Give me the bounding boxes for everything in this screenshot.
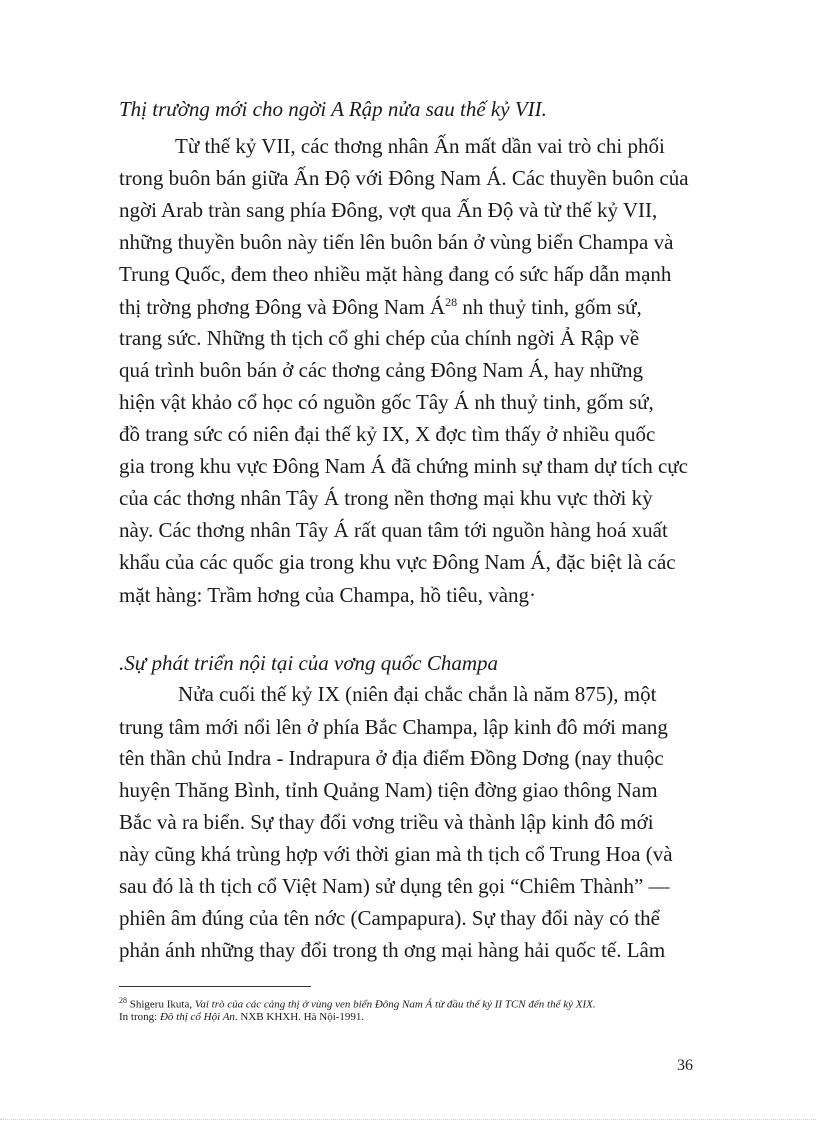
body-line-text-tail: nh thuỷ tinh, gốm sứ,	[457, 295, 642, 319]
body-line: của các thơng nhân Tây Á trong nền thơng mại khu vực thời kỳ	[119, 486, 653, 510]
section-heading-arab-market: Thị trường mới cho ngời A Rập nửa sau thế kỷ VII.	[119, 97, 547, 121]
body-line: trung tâm mới nổi lên ở phía Bắc Champa, lập kinh đô mới mang	[119, 715, 668, 739]
body-line: này. Các thơng nhân Tây Á rất quan tâm tới nguồn hàng hoá xuất	[119, 518, 668, 542]
body-line: này cũng khá trùng hợp với thời gian mà th tịch cổ Trung Hoa (và	[119, 842, 673, 866]
body-line-text: thị trờng phơng Đông và Đông Nam Á	[119, 295, 446, 319]
body-line: Nửa cuối thế kỷ IX (niên đại chắc chắn là năm 875), một	[178, 682, 657, 706]
body-line: Từ thế kỷ VII, các thơng nhân Ấn mất dần vai trò chi phối	[175, 134, 665, 158]
body-line: ngời Arab tràn sang phía Đông, vợt qua Ấn Độ và từ thế kỷ VII,	[119, 198, 658, 222]
footnote-reference: 28	[445, 295, 458, 309]
body-line: quá trình buôn bán ở các thơng cảng Đông Nam Á, hay những	[119, 358, 644, 382]
footnote-separator	[119, 986, 311, 987]
body-line: đồ trang sức có niên đại thế kỷ IX, X đợc tìm thấy ở nhiều quốc	[119, 422, 656, 446]
page-bottom-border	[0, 1119, 816, 1120]
body-line: phản ánh những thay đổi trong th ơng mại hàng hải quốc tế. Lâm	[119, 938, 666, 962]
footnote-book: Đô thị cổ Hội An	[159, 1011, 235, 1023]
body-line: Bắc và ra biển. Sự thay đổi vơng triều và thành lập kinh đô mới	[119, 810, 654, 834]
footnote-in-label: In trong:	[119, 1011, 160, 1023]
body-line: sau đó là th tịch cổ Việt Nam) sử dụng tên gọi “Chiêm Thành” —	[119, 874, 670, 898]
body-line: mặt hàng: Trầm hơng của Champa, hồ tiêu, vàng·	[119, 583, 537, 607]
body-line: huyện Thăng Bình, tỉnh Quảng Nam) tiện đờng giao thông Nam	[119, 778, 658, 802]
footnote-line-2	[119, 1011, 364, 1023]
page-number: 36	[677, 1057, 693, 1074]
body-line: những thuyền buôn này tiến lên buôn bán ở vùng biển Champa và	[119, 230, 674, 254]
body-line: Trung Quốc, đem theo nhiều mặt hàng đang có sức hấp dẫn mạnh	[119, 262, 672, 286]
body-line: phiên âm đúng của tên nớc (Campapura). Sự thay đổi này có thể	[119, 906, 660, 930]
footnote-line-1	[119, 996, 596, 1011]
body-line: khẩu của các quốc gia trong khu vực Đông Nam Á, đặc biệt là các	[119, 550, 676, 574]
body-line: tên thần chủ Indra - Indrapura ở địa điểm Đồng Dơng (nay thuộc	[119, 746, 664, 770]
body-line: trang sức. Những th tịch cổ ghi chép của chính ngời Ả Rập về	[119, 326, 640, 350]
section-heading-champa: .Sự phát triển nội tại của vơng quốc Champa	[119, 651, 499, 675]
body-line: trong buôn bán giữa Ấn Độ với Đông Nam Á. Các thuyền buôn của	[119, 166, 689, 190]
footnote-title: Vai trò của các cảng thị ở vùng ven biển Đông Nam Á từ đầu thế kỷ II TCN đến thế kỷ XIX.	[194, 998, 596, 1011]
body-line: gia trong khu vực Đông Nam Á đã chứng minh sự tham dự tích cực	[119, 454, 688, 478]
footnote-author: Shigeru Ikuta,	[127, 998, 195, 1011]
body-line-with-footnote-ref	[119, 296, 642, 318]
body-line: hiện vật khảo cổ học có nguồn gốc Tây Á nh thuỷ tinh, gốm sứ,	[119, 390, 654, 414]
footnote-number: 28	[119, 996, 127, 1005]
footnote-publisher: . NXB KHXH. Hà Nội-1991.	[234, 1011, 365, 1023]
